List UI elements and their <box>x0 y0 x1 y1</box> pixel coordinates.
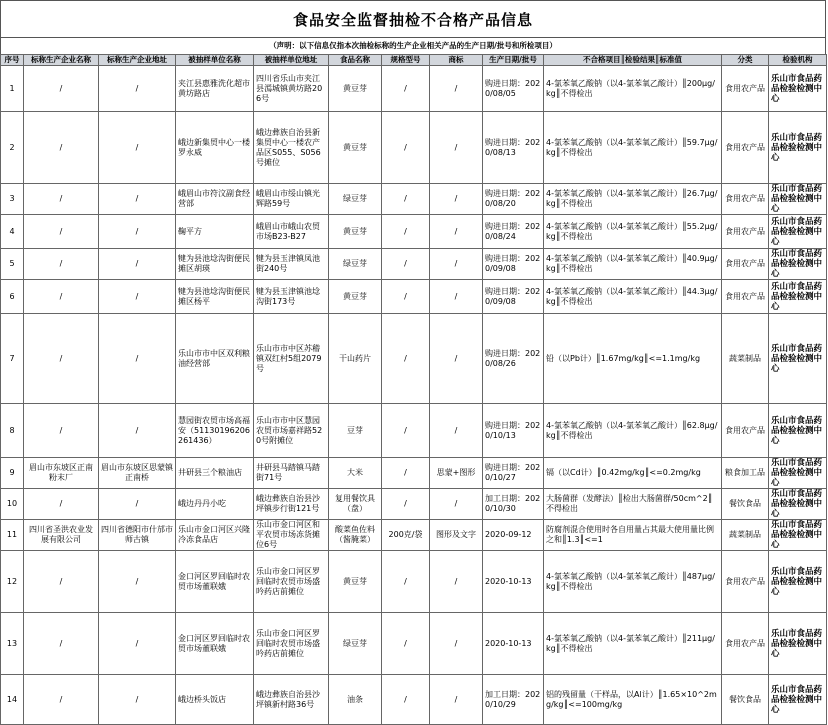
cell-category: 食用农产品 <box>722 551 769 613</box>
cell-failed-item: 铅（以Pb计）║1.67mg/kg║<=1.1mg/kg <box>544 314 722 404</box>
cell-spec: 200克/袋 <box>382 520 430 551</box>
cell-production-date: 购进日期：2020/08/26 <box>483 314 544 404</box>
cell-production-date: 购进日期：2020/08/20 <box>483 184 544 215</box>
cell-spec: / <box>382 249 430 280</box>
cell-food-name: 黄豆芽 <box>329 280 382 314</box>
cell-row-no: 12 <box>1 551 24 613</box>
cell-mfr-name: / <box>24 249 99 280</box>
cell-food-name: 绿豆芽 <box>329 249 382 280</box>
cell-failed-item: 4-氯苯氧乙酸钠（以4-氯苯氧乙酸计）║40.9μg/kg║不得检出 <box>544 249 722 280</box>
cell-production-date: 加工日期：2020/10/30 <box>483 489 544 520</box>
cell-category: 粮食加工品 <box>722 458 769 489</box>
cell-unit-address: 乐山市市中区苏稽镇双红村5组2079号 <box>254 314 329 404</box>
cell-category: 食用农产品 <box>722 404 769 458</box>
cell-production-date: 购进日期：2020/08/05 <box>483 66 544 112</box>
cell-production-date: 购进日期：2020/09/08 <box>483 280 544 314</box>
col-header-category: 分类 <box>722 55 769 66</box>
cell-category: 食用农产品 <box>722 66 769 112</box>
cell-mfr-address: / <box>99 675 176 725</box>
cell-food-name: 绿豆芽 <box>329 613 382 675</box>
cell-brand: / <box>430 404 483 458</box>
table-row <box>1 551 827 613</box>
cell-food-name: 干山药片 <box>329 314 382 404</box>
cell-row-no: 2 <box>1 112 24 184</box>
table-row <box>1 66 827 112</box>
cell-row-no: 7 <box>1 314 24 404</box>
cell-unit-name: 鞠平方 <box>176 215 254 249</box>
cell-lab-name: 乐山市食品药品检验检测中心 <box>769 613 827 675</box>
cell-mfr-address: / <box>99 184 176 215</box>
cell-brand: / <box>430 675 483 725</box>
cell-mfr-name: / <box>24 112 99 184</box>
table-row <box>1 314 827 404</box>
cell-mfr-address: 四川省德阳市什邡市师古镇 <box>99 520 176 551</box>
cell-failed-item: 4-氯苯氧乙酸钠（以4-氯苯氧乙酸计）║62.8μg/kg║不得检出 <box>544 404 722 458</box>
cell-brand: / <box>430 112 483 184</box>
cell-row-no: 5 <box>1 249 24 280</box>
cell-mfr-address: / <box>99 613 176 675</box>
cell-mfr-address: / <box>99 215 176 249</box>
cell-food-name: 复用餐饮具（盘） <box>329 489 382 520</box>
cell-mfr-address: / <box>99 404 176 458</box>
cell-unit-name: 金口河区罗回临时农贸市场董联娥 <box>176 551 254 613</box>
cell-spec: / <box>382 280 430 314</box>
cell-spec: / <box>382 184 430 215</box>
cell-mfr-name: / <box>24 551 99 613</box>
table-header-row <box>1 55 827 66</box>
col-header-brand: 商标 <box>430 55 483 66</box>
cell-production-date: 购进日期：2020/10/27 <box>483 458 544 489</box>
cell-failed-item: 4-氯苯氧乙酸钠（以4-氯苯氧乙酸计）║44.3μg/kg║不得检出 <box>544 280 722 314</box>
cell-lab-name: 乐山市食品药品检验检测中心 <box>769 489 827 520</box>
cell-failed-item: 镉（以Cd计）║0.42mg/kg║<=0.2mg/kg <box>544 458 722 489</box>
cell-mfr-address: / <box>99 551 176 613</box>
cell-lab-name: 乐山市食品药品检验检测中心 <box>769 458 827 489</box>
cell-spec: / <box>382 66 430 112</box>
cell-spec: / <box>382 675 430 725</box>
table-row <box>1 184 827 215</box>
cell-lab-name: 乐山市食品药品检验检测中心 <box>769 66 827 112</box>
cell-unit-address: 井研县马踏镇马踏街71号 <box>254 458 329 489</box>
cell-lab-name: 乐山市食品药品检验检测中心 <box>769 404 827 458</box>
cell-mfr-address: / <box>99 489 176 520</box>
cell-unit-address: 峨边彝族自治县沙坪镇步行街121号 <box>254 489 329 520</box>
cell-unit-address: 乐山市金口河区和平农贸市场冻货摊位6号 <box>254 520 329 551</box>
cell-mfr-address: / <box>99 314 176 404</box>
cell-food-name: 黄豆芽 <box>329 551 382 613</box>
cell-mfr-name: / <box>24 184 99 215</box>
cell-unit-name: 夹江县惠雅洗化超市黄坊路店 <box>176 66 254 112</box>
cell-mfr-name: / <box>24 280 99 314</box>
table-row <box>1 458 827 489</box>
col-header-no: 序号 <box>1 55 24 66</box>
cell-category: 餐饮食品 <box>722 489 769 520</box>
table-row <box>1 249 827 280</box>
cell-mfr-name: / <box>24 489 99 520</box>
table-row <box>1 112 827 184</box>
col-header-food: 食品名称 <box>329 55 382 66</box>
cell-mfr-address: 眉山市东坡区思蒙镇正南桥 <box>99 458 176 489</box>
cell-lab-name: 乐山市食品药品检验检测中心 <box>769 249 827 280</box>
cell-unit-address: 峨眉山市峨山农贸市场B23-B27 <box>254 215 329 249</box>
cell-brand: / <box>430 489 483 520</box>
col-header-date: 生产日期/批号 <box>483 55 544 66</box>
cell-mfr-name: 四川省圣洪农业发展有限公司 <box>24 520 99 551</box>
table-row <box>1 489 827 520</box>
cell-row-no: 8 <box>1 404 24 458</box>
cell-category: 食用农产品 <box>722 280 769 314</box>
cell-row-no: 10 <box>1 489 24 520</box>
cell-mfr-name: 眉山市东坡区正南粉末厂 <box>24 458 99 489</box>
cell-failed-item: 4-氯苯氧乙酸钠（以4-氯苯氧乙酸计）║55.2μg/kg║不得检出 <box>544 215 722 249</box>
cell-production-date: 购进日期：2020/10/13 <box>483 404 544 458</box>
cell-failed-item: 4-氯苯氧乙酸钠（以4-氯苯氧乙酸计）║487μg/kg║不得检出 <box>544 551 722 613</box>
cell-lab-name: 乐山市食品药品检验检测中心 <box>769 520 827 551</box>
col-header-mfr-addr: 标称生产企业地址 <box>99 55 176 66</box>
cell-unit-name: 峨边丹丹小吃 <box>176 489 254 520</box>
cell-unit-address: 乐山市市中区慧园农贸市场嘉祥路520号附摊位 <box>254 404 329 458</box>
cell-failed-item: 4-氯苯氧乙酸钠（以4-氯苯氧乙酸计）║200μg/kg║不得检出 <box>544 66 722 112</box>
table-row <box>1 675 827 725</box>
cell-row-no: 9 <box>1 458 24 489</box>
cell-unit-address: 四川省乐山市夹江县漹城镇黄坊路206号 <box>254 66 329 112</box>
col-header-unit: 被抽样单位名称 <box>176 55 254 66</box>
cell-food-name: 黄豆芽 <box>329 215 382 249</box>
cell-unit-address: 乐山市金口河区罗回临时农贸市场盛吟药店前摊位 <box>254 551 329 613</box>
cell-unit-name: 乐山市市中区双利粮油经营部 <box>176 314 254 404</box>
col-header-lab: 检验机构 <box>769 55 827 66</box>
cell-brand: / <box>430 280 483 314</box>
cell-lab-name: 乐山市食品药品检验检测中心 <box>769 215 827 249</box>
cell-lab-name: 乐山市食品药品检验检测中心 <box>769 675 827 725</box>
cell-lab-name: 乐山市食品药品检验检测中心 <box>769 184 827 215</box>
cell-category: 蔬菜制品 <box>722 520 769 551</box>
cell-mfr-name: / <box>24 613 99 675</box>
cell-row-no: 13 <box>1 613 24 675</box>
cell-unit-name: 峨边新集贸中心一楼罗永威 <box>176 112 254 184</box>
cell-production-date: 2020-10-13 <box>483 613 544 675</box>
cell-unit-name: 慧园街农贸市场高福安（511301962062​61436） <box>176 404 254 458</box>
cell-food-name: 豆芽 <box>329 404 382 458</box>
table-row <box>1 404 827 458</box>
cell-production-date: 2020-09-12 <box>483 520 544 551</box>
cell-lab-name: 乐山市食品药品检验检测中心 <box>769 314 827 404</box>
cell-spec: / <box>382 314 430 404</box>
cell-failed-item: 4-氯苯氧乙酸钠（以4-氯苯氧乙酸计）║59.7μg/kg║不得检出 <box>544 112 722 184</box>
cell-category: 餐饮食品 <box>722 675 769 725</box>
cell-production-date: 购进日期：2020/08/24 <box>483 215 544 249</box>
cell-food-name: 大米 <box>329 458 382 489</box>
cell-production-date: 加工日期：2020/10/29 <box>483 675 544 725</box>
cell-unit-name: 犍为县池埝沟街便民摊区胡瑛 <box>176 249 254 280</box>
cell-spec: / <box>382 613 430 675</box>
cell-spec: / <box>382 215 430 249</box>
cell-mfr-name: / <box>24 314 99 404</box>
cell-failed-item: 4-氯苯氧乙酸钠（以4-氯苯氧乙酸计）║211μg/kg║不得检出 <box>544 613 722 675</box>
cell-category: 食用农产品 <box>722 249 769 280</box>
cell-mfr-name: / <box>24 66 99 112</box>
cell-brand: / <box>430 215 483 249</box>
cell-spec: / <box>382 551 430 613</box>
cell-production-date: 2020-10-13 <box>483 551 544 613</box>
cell-brand: / <box>430 613 483 675</box>
cell-unit-name: 乐山市金口河区兴隆冷冻食品店 <box>176 520 254 551</box>
cell-spec: / <box>382 404 430 458</box>
cell-spec: / <box>382 489 430 520</box>
cell-row-no: 11 <box>1 520 24 551</box>
col-header-mfr: 标称生产企业名称 <box>24 55 99 66</box>
cell-mfr-address: / <box>99 66 176 112</box>
col-header-unit-addr: 被抽样单位地址 <box>254 55 329 66</box>
table-row <box>1 613 827 675</box>
cell-brand: / <box>430 249 483 280</box>
disclaimer-note: （声明：以下信息仅指本次抽检标称的生产企业相关产品的生产日期/批号和所检项目） <box>0 38 826 54</box>
cell-failed-item: 铝的残留量（干样品，以Al计）║1.65×10^2mg/kg║<=100mg/kg <box>544 675 722 725</box>
cell-food-name: 酸菜鱼佐料（酱腌菜） <box>329 520 382 551</box>
cell-category: 食用农产品 <box>722 184 769 215</box>
cell-row-no: 6 <box>1 280 24 314</box>
results-table <box>0 54 827 725</box>
page-title: 食品安全监督抽检不合格产品信息 <box>0 0 826 38</box>
cell-mfr-name: / <box>24 675 99 725</box>
cell-unit-address: 乐山市金口河区罗回临时农贸市场盛吟药店前摊位 <box>254 613 329 675</box>
cell-unit-address: 犍为县玉津镇池埝沟街173号 <box>254 280 329 314</box>
cell-food-name: 黄豆芽 <box>329 66 382 112</box>
cell-unit-name: 峨边桥头饭店 <box>176 675 254 725</box>
cell-unit-address: 峨眉山市绥山镇光辉路59号 <box>254 184 329 215</box>
cell-brand: / <box>430 184 483 215</box>
cell-category: 蔬菜制品 <box>722 314 769 404</box>
cell-production-date: 购进日期：2020/09/08 <box>483 249 544 280</box>
cell-lab-name: 乐山市食品药品检验检测中心 <box>769 112 827 184</box>
cell-unit-name: 金口河区罗回临时农贸市场董联娥 <box>176 613 254 675</box>
cell-spec: / <box>382 112 430 184</box>
cell-brand: 图形及文字 <box>430 520 483 551</box>
cell-unit-name: 峨眉山市符汶副食经营部 <box>176 184 254 215</box>
cell-unit-address: 犍为县玉津镇凤池街240号 <box>254 249 329 280</box>
cell-unit-address: 峨边彝族自治县新集贸中心一楼农产品区S055、S056号摊位 <box>254 112 329 184</box>
table-row <box>1 520 827 551</box>
cell-mfr-name: / <box>24 404 99 458</box>
cell-lab-name: 乐山市食品药品检验检测中心 <box>769 280 827 314</box>
cell-lab-name: 乐山市食品药品检验检测中心 <box>769 551 827 613</box>
cell-row-no: 4 <box>1 215 24 249</box>
cell-brand: 思蒙+图形 <box>430 458 483 489</box>
cell-category: 食用农产品 <box>722 112 769 184</box>
cell-row-no: 3 <box>1 184 24 215</box>
table-row <box>1 280 827 314</box>
cell-food-name: 绿豆芽 <box>329 184 382 215</box>
cell-spec: / <box>382 458 430 489</box>
cell-food-name: 油条 <box>329 675 382 725</box>
cell-row-no: 1 <box>1 66 24 112</box>
cell-brand: / <box>430 314 483 404</box>
cell-brand: / <box>430 551 483 613</box>
cell-category: 食用农产品 <box>722 613 769 675</box>
cell-failed-item: 4-氯苯氧乙酸钠（以4-氯苯氧乙酸计）║26.7μg/kg║不得检出 <box>544 184 722 215</box>
cell-unit-name: 井研县三个粮油店 <box>176 458 254 489</box>
col-header-item: 不合格项目║检验结果║标准值 <box>544 55 722 66</box>
cell-unit-address: 峨边彝族自治县沙坪镇新村路36号 <box>254 675 329 725</box>
cell-failed-item: 大肠菌群（发酵法）║检出大肠菌群/50cm^2║不得检出 <box>544 489 722 520</box>
col-header-spec: 规格型号 <box>382 55 430 66</box>
cell-failed-item: 防腐剂混合使用时各自用量占其最大使用量比例之和║1.3║<=1 <box>544 520 722 551</box>
cell-unit-name: 犍为县池埝沟街便民摊区杨平 <box>176 280 254 314</box>
cell-brand: / <box>430 66 483 112</box>
cell-mfr-address: / <box>99 249 176 280</box>
cell-food-name: 黄豆芽 <box>329 112 382 184</box>
cell-mfr-address: / <box>99 280 176 314</box>
cell-category: 食用农产品 <box>722 215 769 249</box>
cell-mfr-name: / <box>24 215 99 249</box>
cell-mfr-address: / <box>99 112 176 184</box>
cell-row-no: 14 <box>1 675 24 725</box>
cell-production-date: 购进日期：2020/08/13 <box>483 112 544 184</box>
table-row <box>1 215 827 249</box>
